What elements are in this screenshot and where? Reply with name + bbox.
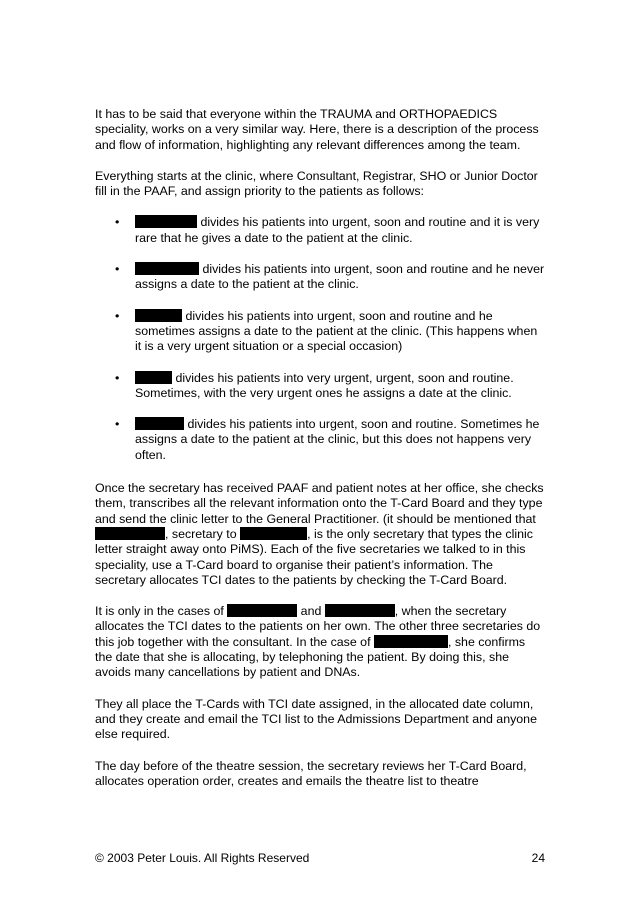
list-item: • divides his patients into urgent, soon and routine and he never assigns a date to the patient at the clinic. <box>115 262 545 292</box>
redacted-name <box>135 309 182 322</box>
bullet-icon: • <box>115 308 120 323</box>
priority-list <box>95 215 545 463</box>
page-footer <box>95 851 545 865</box>
redacted-name <box>135 371 172 384</box>
intro-paragraph: It has to be said that everyone within the TRAUMA and ORTHOPAEDICS speciality, works on a very similar way. Here, there is a description of the process and flow of information, highlighting any relevant differences among the team. <box>95 107 539 152</box>
bullet-icon: • <box>115 215 120 230</box>
list-item: • divides his patients into very urgent, urgent, soon and routine. Sometimes, with the very urgent ones he assigns a date at the clinic. <box>115 370 514 400</box>
list-item: • divides his patients into urgent, soon and routine and he sometimes assigns a date to the patient at the clinic. (This happens when it is a very urgent situation or a special occasion) <box>115 308 538 354</box>
page-number: 24 <box>531 851 545 865</box>
redacted-name <box>135 215 197 228</box>
list-item: • divides his patients into urgent, soon and routine. Sometimes he assigns a date to the patient at the clinic, but this does not happens very often. <box>115 417 540 462</box>
redacted-name <box>227 604 297 617</box>
body-text <box>95 107 545 805</box>
redacted-name <box>325 604 395 617</box>
redacted-name <box>135 417 184 430</box>
bullet-icon: • <box>115 370 120 385</box>
redacted-name <box>240 527 307 540</box>
copyright-text: © 2003 Peter Louis. All Rights Reserved <box>95 851 310 865</box>
redacted-name <box>135 262 199 275</box>
bullet-icon: • <box>115 262 120 277</box>
redacted-name <box>374 635 448 648</box>
list-item: • divides his patients into urgent, soon and routine and it is very rare that he gives a date to the patient at the clinic. <box>115 215 540 245</box>
clinic-paragraph: Everything starts at the clinic, where Consultant, Registrar, SHO or Junior Doctor fill in the PAAF, and assign priority to the patients as follows: <box>95 168 538 199</box>
theatre-paragraph: The day before of the theatre session, the secretary reviews her T-Card Board, allocates operation order, creates and emails the theatre list to theatre <box>95 758 527 788</box>
tcard-paragraph: They all place the T-Cards with TCI date assigned, in the allocated date column, and they create and email the TCI list to the Admissions Department and anyone else required. <box>95 696 537 742</box>
tci-paragraph: It is only in the cases of and , when the secretary allocates the TCI dates to the patients on her own. The other three secretaries do this job together with the consultant. In the case of , she confirms the date that she is allocating, by telephoning the patient. By doing this, she avoids many cancellations by patient and DNAs. <box>95 604 541 680</box>
redacted-name <box>95 527 165 540</box>
secretary-paragraph: Once the secretary has received PAAF and patient notes at her office, she checks them, transcribes all the relevant information onto the T-Card Board and they type and send the clinic letter to the General Practitioner. (it should be mentioned that , secretary to , is the only secretary that types the clinic letter straight away onto PiMS). Each of the five secretaries we talked to in this speciality, use a T-Card board to organise their patient’s information. The secretary allocates TCI dates to the patients by checking the T-Card Board. <box>95 481 544 587</box>
bullet-icon: • <box>115 417 120 432</box>
